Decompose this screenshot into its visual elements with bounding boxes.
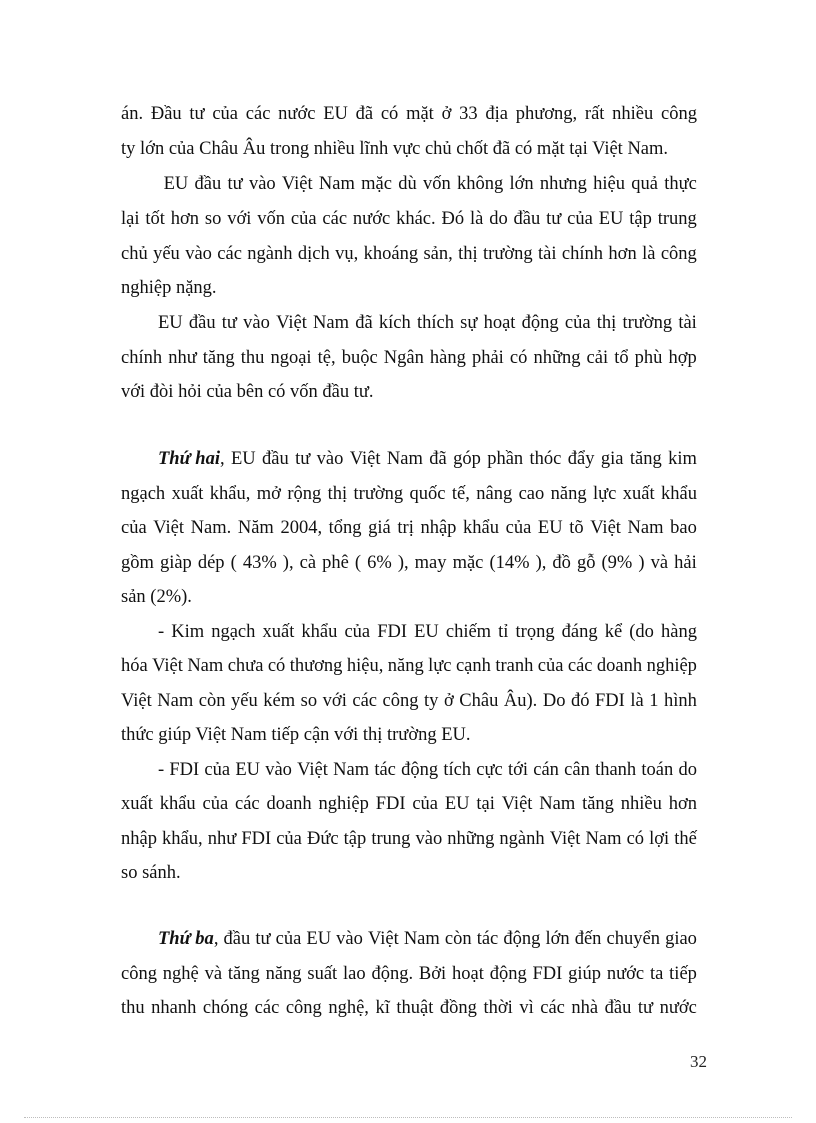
- text-line: công nghệ và tăng năng suất lao động. Bởi hoạt động FDI giúp nước ta tiếp: [121, 964, 697, 984]
- text-line: chính như tăng thu ngoại tệ, buộc Ngân hàng phải có những cải tổ phù hợp: [121, 348, 697, 368]
- page-bottom-rule: [24, 1117, 792, 1118]
- text-line: chủ yếu vào các ngành dịch vụ, khoáng sản, thị trường tài chính hơn là công: [121, 244, 697, 264]
- paragraph-lead: Thứ hai: [158, 449, 220, 469]
- text-line: EU đầu tư vào Việt Nam mặc dù vốn không lớn nhưng hiệu quả thực: [159, 174, 697, 194]
- text-line: [158, 927, 697, 951]
- text-line: gồm giàp dép ( 43% ), cà phê ( 6% ), may mặc (14% ), đồ gỗ (9% ) và hải: [121, 553, 697, 573]
- text-line: EU đầu tư vào Việt Nam đã kích thích sự hoạt động của thị trường tài: [158, 313, 697, 333]
- text-line: sản (2%).: [121, 587, 192, 607]
- text-line: - FDI của EU vào Việt Nam tác động tích cực tới cán cân thanh toán do: [158, 760, 697, 780]
- text-line: so sánh.: [121, 863, 181, 883]
- paragraph-lead: Thứ ba: [158, 929, 214, 949]
- text-line: án. Đầu tư của các nước EU đã có mặt ở 33 địa phương, rất nhiều công: [121, 104, 697, 124]
- text-line: Việt Nam còn yếu kém so với các công ty ở Châu Âu). Do đó FDI là 1 hình: [121, 691, 697, 711]
- text-line: - Kim ngạch xuất khẩu của FDI EU chiếm tỉ trọng đáng kể (do hàng: [158, 622, 697, 642]
- text-line: thu nhanh chóng các công nghệ, kĩ thuật đồng thời vì các nhà đầu tư nước: [121, 998, 697, 1018]
- text-line: hóa Việt Nam chưa có thương hiệu, năng lực cạnh tranh của các doanh nghiệp: [121, 656, 697, 676]
- text-line: thức giúp Việt Nam tiếp cận với thị trường EU.: [121, 725, 471, 745]
- text-line: lại tốt hơn so với vốn của các nước khác. Đó là do đầu tư của EU tập trung: [121, 209, 697, 229]
- text-line: với đòi hỏi của bên có vốn đầu tư.: [121, 382, 374, 402]
- text-line: nghiệp nặng.: [121, 278, 217, 298]
- text-line: của Việt Nam. Năm 2004, tổng giá trị nhập khẩu của EU tõ Việt Nam bao: [121, 518, 697, 538]
- text-line: ngạch xuất khẩu, mở rộng thị trường quốc tế, nâng cao năng lực xuất khẩu: [121, 484, 697, 504]
- text-line-rest: , đầu tư của EU vào Việt Nam còn tác động lớn đến chuyển giao: [213, 929, 697, 949]
- text-line: ty lớn của Châu Âu trong nhiều lĩnh vực chủ chốt đã có mặt tại Việt Nam.: [121, 139, 669, 159]
- page-number: 32: [690, 1052, 707, 1071]
- text-line: xuất khẩu của các doanh nghiệp FDI của EU tại Việt Nam tăng nhiều hơn: [121, 794, 697, 814]
- text-line: [158, 447, 697, 471]
- text-line-rest: , EU đầu tư vào Việt Nam đã góp phần thóc đẩy gia tăng kim: [219, 449, 697, 469]
- text-line: nhập khẩu, như FDI của Đức tập trung vào những ngành Việt Nam có lợi thế: [121, 829, 697, 849]
